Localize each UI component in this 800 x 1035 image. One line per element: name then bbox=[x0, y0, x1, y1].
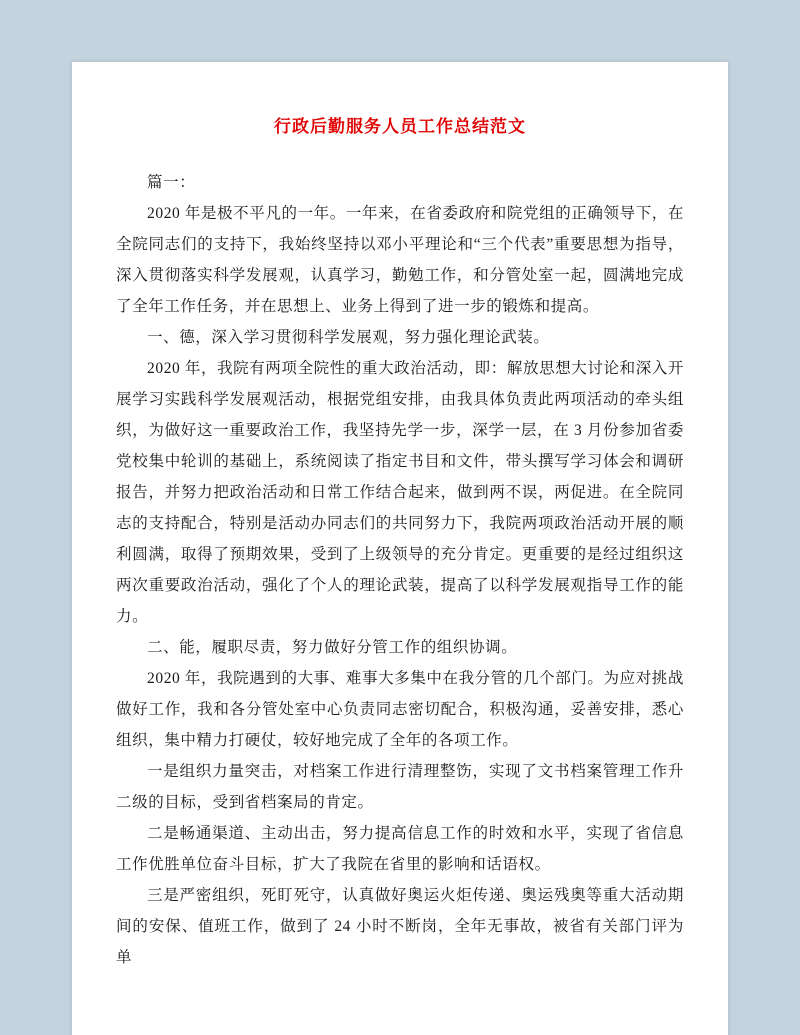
paragraph-body-1: 2020 年，我院有两项全院性的重大政治活动，即：解放思想大讨论和深入开展学习实践科学发展观活动，根据党组安排，由我具体负责此两项活动的牵头组织，为做好这一重要政治工作，我坚持先学一步，深学一层，在 3 月份参加省委党校集中轮训的基础上，系统阅读了指定书目和文件，带头撰写学习体会和调研报告，并努力把政治活动和日常工作结合起来，做到两不误，两促进。在全院同志的支持配合，特别是活动办同志们的共同努力下，我院两项政治活动开展的顺利圆满，取得了预期效果，受到了上级领导的充分肯定。更重要的是经过组织这两次重要政治活动，强化了个人的理论武装，提高了以科学发展观指导工作的能力。 bbox=[116, 360, 684, 625]
paragraph-body-2: 2020 年，我院遇到的大事、难事大多集中在我分管的几个部门。为应对挑战做好工作，我和各分管处室中心负责同志密切配合，积极沟通，妥善安排，悉心组织，集中精力打硬仗，较好地完成了全年的各项工作。 bbox=[116, 670, 684, 749]
paragraph-intro: 2020 年是极不平凡的一年。一年来，在省委政府和院党组的正确领导下，在全院同志们的支持下，我始终坚持以邓小平理论和“三个代表”重要思想为指导，深入贯彻落实科学发展观，认真学习，勤勉工作，和分管处室一起，圆满地完成了全年工作任务，并在思想上、业务上得到了进一步的锻炼和提高。 bbox=[116, 205, 684, 315]
paragraph-point-3: 三是严密组织，死盯死守，认真做好奥运火炬传递、奥运残奥等重大活动期间的安保、值班工作，做到了 24 小时不断岗，全年无事故，被省有关部门评为单 bbox=[116, 887, 684, 966]
paragraph-point-1: 一是组织力量突击，对档案工作进行清理整饬，实现了文书档案管理工作升二级的目标，受到省档案局的肯定。 bbox=[116, 763, 684, 811]
document-body bbox=[116, 167, 684, 973]
paragraph-section-label: 篇一： bbox=[147, 174, 196, 191]
paragraph-heading-1: 一、德，深入学习贯彻科学发展观，努力强化理论武装。 bbox=[147, 329, 550, 346]
document-page bbox=[72, 62, 728, 1035]
document-title: 行政后勤服务人员工作总结范文 bbox=[274, 117, 526, 136]
paragraph-heading-2: 二、能，履职尽责，努力做好分管工作的组织协调。 bbox=[147, 639, 518, 656]
paragraph-point-2: 二是畅通渠道、主动出击，努力提高信息工作的时效和水平，实现了省信息工作优胜单位奋斗目标，扩大了我院在省里的影响和话语权。 bbox=[116, 825, 684, 873]
